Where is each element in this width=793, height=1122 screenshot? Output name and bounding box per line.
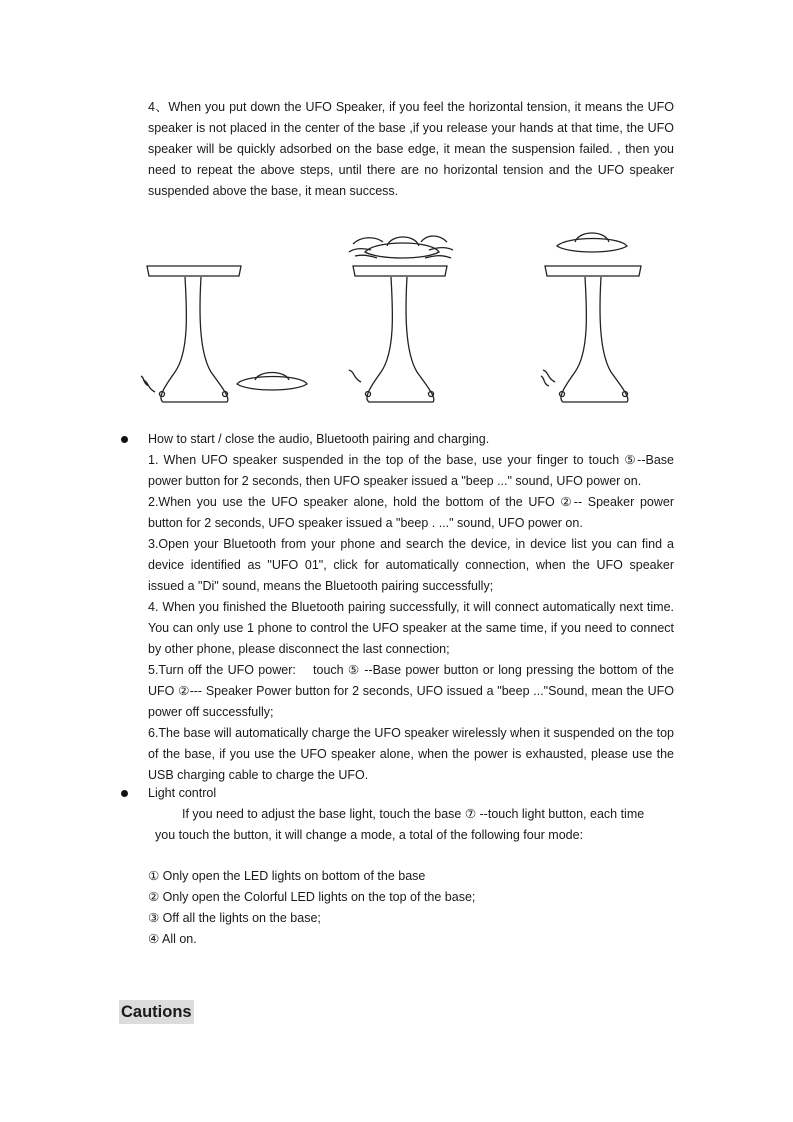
- step-6: 6.The base will automatically charge the UFO speaker wirelessly when it suspended on the top of the base, if you use the UFO speaker alone, when the power is exhausted, please use the USB charging cable to charge the UFO.: [148, 726, 674, 782]
- mode-4: ④ All on.: [148, 932, 197, 946]
- light-heading: Light control: [148, 786, 217, 800]
- light-modes-list: [148, 866, 674, 950]
- intro-text: 4、When you put down the UFO Speaker, if you feel the horizontal tension, it means the UFO speaker is not placed in the center of the base ,if you release your hands at that time, the UFO speaker will be quickly adsorbed on the base edge, it mean the suspension failed. , then you need to repeat the above steps, until there are no horizontal tension and the UFO speaker suspended above the base, it mean success.: [148, 100, 674, 198]
- howto-heading: How to start / close the audio, Bluetooth pairing and charging.: [148, 432, 490, 446]
- suspension-illustration: [135, 222, 655, 412]
- howto-steps: [148, 450, 674, 786]
- lamp-base-icon: [349, 266, 447, 402]
- mode-3: ③ Off all the lights on the base;: [148, 911, 321, 925]
- intro-paragraph: [148, 97, 674, 202]
- step-3: 3.Open your Bluetooth from your phone and search the device, in device list you can find a device identified as "UFO 01", click for automatically connection, when the UFO speaker issued a "Di" sound, means the Bluetooth pairing successfully;: [148, 537, 674, 593]
- ufo-speaker-icon: [557, 233, 627, 252]
- light-control-text: [148, 804, 674, 846]
- lamp-base-icon: [541, 266, 641, 402]
- light-line-2: you touch the button, it will change a mode, a total of the following four mode:: [155, 828, 584, 842]
- step-4: 4. When you finished the Bluetooth pairing successfully, it will connect automatically next time. You can only use 1 phone to control the UFO speaker at the same time, if you need to connect by other phone, please disconnect the last connection;: [148, 600, 674, 656]
- ufo-speaker-icon: [237, 373, 307, 391]
- mode-1: ① Only open the LED lights on bottom of the base: [148, 869, 426, 883]
- hands-placing-ufo-icon: [349, 236, 453, 258]
- mode-2: ② Only open the Colorful LED lights on the top of the base;: [148, 890, 476, 904]
- step-5: 5.Turn off the UFO power: touch ⑤ --Base power button or long pressing the bottom of the UFO ②--- Speaker Power button for 2 seconds, UFO issued a "beep ..."Sound, mean the UFO power off successfully;: [148, 663, 674, 719]
- step-1: 1. When UFO speaker suspended in the top of the base, use your finger to touch ⑤--Base power button for 2 seconds, then UFO speaker issued a "beep ..." sound, UFO power on.: [148, 453, 674, 488]
- step-2: 2.When you use the UFO speaker alone, hold the bottom of the UFO ②-- Speaker power button for 2 seconds, UFO speaker issued a "beep . ..." sound, UFO power on.: [148, 495, 674, 530]
- light-line-1: If you need to adjust the base light, touch the base ⑦ --touch light button, each time: [182, 807, 645, 821]
- lamp-base-icon: [141, 266, 241, 402]
- bullet-icon: [121, 436, 128, 443]
- bullet-icon: [121, 790, 128, 797]
- cautions-heading: Cautions: [119, 1000, 194, 1024]
